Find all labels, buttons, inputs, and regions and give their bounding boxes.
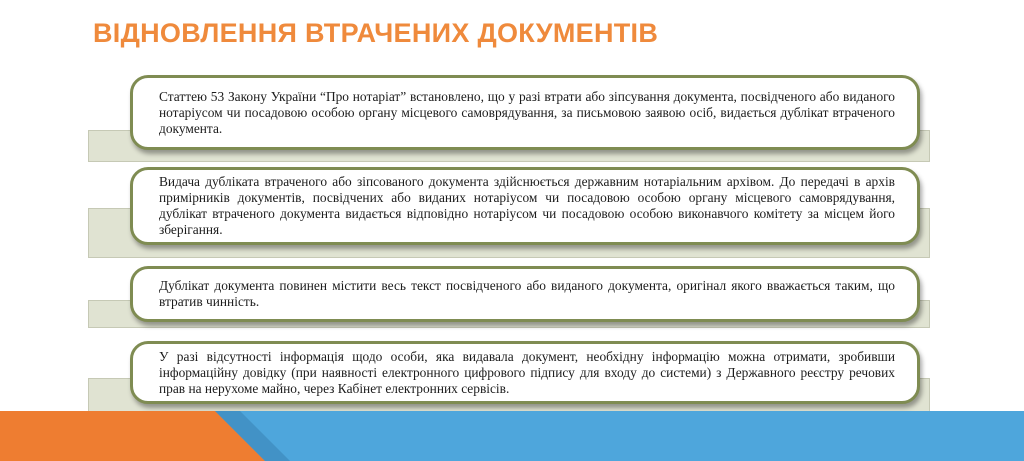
slide-title: ВІДНОВЛЕННЯ ВТРАЧЕНИХ ДОКУМЕНТІВ: [93, 18, 659, 48]
text-block-4: [130, 341, 920, 404]
text-block-2: [130, 167, 920, 245]
text-block-1: [130, 75, 920, 150]
text-block-2-content: Видача дубліката втраченого або зіпсованого документа здійснюється державним нотаріальним архівом. До передачі в архів примірників документів, посвідчених або виданих нотаріусом чи посадовою особою органу місцевого самоврядування, дублікат втраченого документа видається відповідно нотаріусом чи посадовою особою виконавчого комітету за місцем його зберігання.: [159, 174, 895, 237]
text-block-4-content: У разі відсутності інформація щодо особи, яка видавала документ, необхідну інформацію можна отримати, зробивши інформаційну довідку (при наявності електронного цифрового підпису для входу до системи) з Державного реєстру речових прав на нерухоме майно, через Кабінет електронних сервісів.: [159, 348, 895, 396]
footer-decoration: [0, 411, 1024, 461]
text-block-3: [130, 266, 920, 322]
text-block-3-content: Дублікат документа повинен містити весь текст посвідченого або виданого документа, оригінал якого вважається таким, що втратив чинність.: [159, 278, 895, 309]
text-block-1-content: Статтею 53 Закону України “Про нотаріат” встановлено, що у разі втрати або зіпсування документа, посвідченого або виданого нотаріусом чи посадовою особою органу місцевого самоврядування, за письмовою заявою осіб, видається дублікат втраченого документа.: [159, 88, 895, 136]
